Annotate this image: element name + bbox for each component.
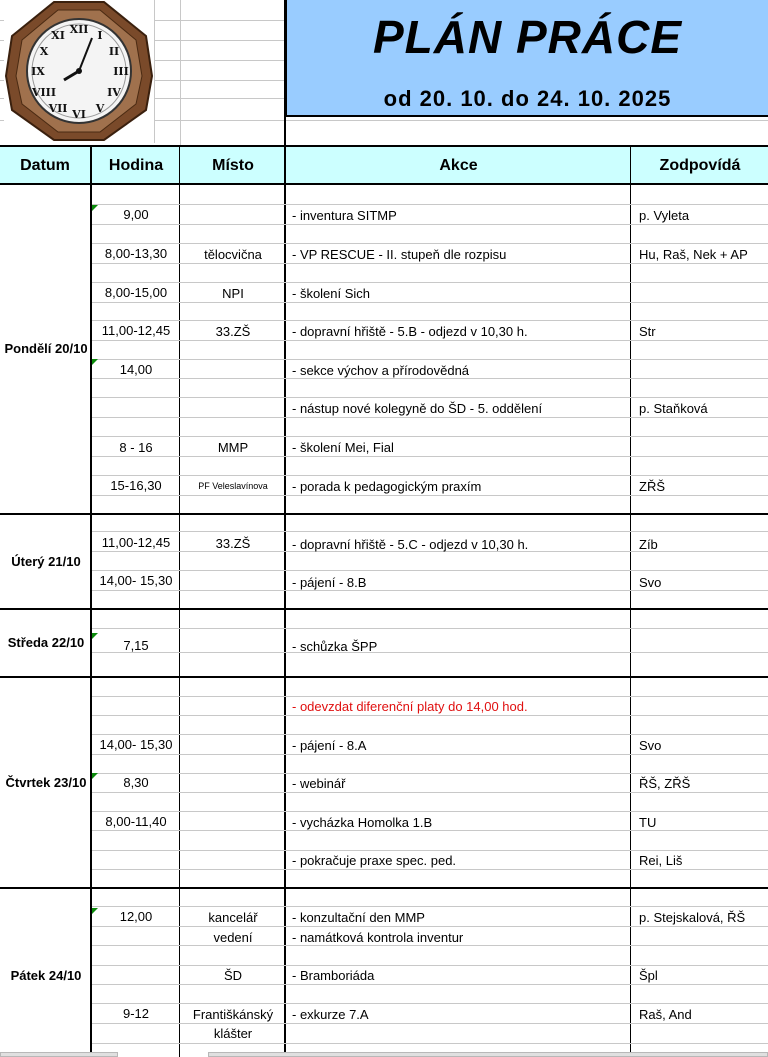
grid-line [92, 1003, 768, 1004]
grid-line [92, 811, 768, 812]
responsible-cell: ŘŠ, ZŘŠ [639, 776, 691, 791]
column-header-action: Akce [439, 157, 478, 174]
time-cell: 9-12 [122, 1006, 150, 1021]
horizontal-scrollbar[interactable] [208, 1052, 768, 1057]
grid-line [92, 926, 768, 927]
grid-line [92, 965, 768, 966]
place-cell: vedení [213, 930, 253, 945]
svg-text:IV: IV [107, 86, 121, 99]
grid-line [92, 570, 768, 571]
day-label-thursday: Čtvrtek 23/10 [5, 775, 87, 790]
grid-line [92, 1023, 768, 1024]
grid-line [92, 628, 768, 629]
svg-text:VII: VII [48, 102, 68, 115]
day-separator [0, 676, 768, 678]
table-header [0, 145, 768, 185]
grid-line [92, 652, 768, 653]
place-cell: MMP [217, 440, 249, 455]
column-border [284, 0, 286, 1057]
grid-line [92, 378, 768, 379]
action-cell: - nástup nové kolegyně do ŠD - 5. oddělení [292, 401, 543, 416]
svg-text:I: I [97, 29, 103, 42]
action-cell: - Bramboriáda [292, 968, 375, 983]
place-cell: PF Veleslavínova [198, 481, 268, 491]
column-header-hour: Hodina [108, 157, 164, 174]
time-cell: 8,00-15,00 [104, 285, 168, 300]
time-cell: 8,00-11,40 [105, 814, 167, 829]
grid-line [92, 754, 768, 755]
grid-line [92, 436, 768, 437]
grid-line [92, 224, 768, 225]
day-separator [0, 887, 768, 889]
day-label-tuesday: Úterý 21/10 [11, 554, 81, 569]
svg-text:V: V [95, 102, 105, 115]
grid-line [92, 302, 768, 303]
action-cell: - schůzka ŠPP [292, 639, 378, 654]
action-cell: - školení Mei, Fial [292, 440, 394, 455]
action-cell: - vycházka Homolka 1.B [292, 815, 433, 830]
wall-clock-icon [4, 0, 154, 143]
time-cell: 11,00-12,45 [101, 535, 171, 550]
action-cell: - školení Sich [292, 286, 371, 301]
svg-text:VI: VI [72, 108, 86, 121]
place-cell: kancelář [208, 910, 258, 925]
grid-line [92, 282, 768, 283]
place-cell: 33.ZŠ [215, 536, 251, 551]
action-cell: - pájení - 8.B [292, 575, 367, 590]
time-cell: 12,00 [119, 909, 153, 924]
grid-line [92, 869, 768, 870]
grid-line [92, 397, 768, 398]
clock-container [4, 0, 155, 143]
day-label-monday: Pondělí 20/10 [4, 341, 88, 356]
svg-text:III: III [113, 65, 129, 78]
action-cell: - inventura SITMP [292, 208, 397, 223]
place-cell: NPI [222, 286, 244, 301]
responsible-cell: Zíb [639, 537, 658, 552]
time-cell: 14,00- 15,30 [99, 737, 173, 752]
svg-text:II: II [108, 45, 120, 58]
responsible-cell: Svo [639, 738, 662, 753]
column-header-place: Místo [212, 157, 254, 174]
grid-line [92, 590, 768, 591]
time-cell: 8,00-13,30 [104, 246, 168, 261]
responsible-cell: Raš, And [639, 1007, 692, 1022]
responsible-cell: p. Vyleta [639, 208, 690, 223]
date-range: od 20. 10. do 24. 10. 2025 [383, 86, 672, 111]
grid-line [92, 204, 768, 205]
grid-line [92, 906, 768, 907]
time-cell: 14,00- 15,30 [99, 573, 173, 588]
svg-text:X: X [39, 45, 49, 58]
responsible-cell: Svo [639, 575, 662, 590]
responsible-cell: Špl [639, 968, 658, 983]
sheet-tab-scroller[interactable] [0, 1052, 118, 1057]
grid-line [92, 773, 768, 774]
action-cell: - pájení - 8.A [292, 738, 367, 753]
grid-line [92, 359, 768, 360]
place-cell: tělocvična [204, 247, 262, 262]
action-cell-highlighted: - odevzdat diferenční platy do 14,00 hod. [292, 699, 528, 714]
time-cell: 15-16,30 [110, 478, 162, 493]
responsible-cell: p. Staňková [639, 401, 708, 416]
time-cell: 7,15 [123, 638, 149, 653]
action-cell: - namátková kontrola inventur [292, 930, 464, 945]
grid-line [92, 320, 768, 321]
svg-text:IX: IX [31, 65, 45, 78]
time-cell: 11,00-12,45 [101, 323, 171, 338]
action-cell: - pokračuje praxe spec. ped. [292, 853, 457, 868]
grid-line [92, 850, 768, 851]
day-separator [0, 513, 768, 515]
grid-line [92, 531, 768, 532]
place-cell: Františkánský [192, 1007, 274, 1022]
svg-text:VIII: VIII [32, 86, 56, 99]
responsible-cell: Rei, Liš [639, 853, 683, 868]
grid-line [92, 1043, 768, 1044]
column-header-responsible: Zodpovídá [659, 157, 741, 174]
grid-line [92, 495, 768, 496]
grid-line [92, 263, 768, 264]
grid-line [92, 340, 768, 341]
day-label-friday: Pátek 24/10 [10, 968, 82, 983]
svg-text:XI: XI [51, 29, 65, 42]
responsible-cell: TU [639, 815, 657, 830]
action-cell: - exkurze 7.A [292, 1007, 369, 1022]
grid-line [92, 945, 768, 946]
title-box [285, 0, 768, 117]
place-cell: 33.ZŠ [215, 324, 251, 339]
grid-line [92, 417, 768, 418]
action-cell: - webinář [292, 776, 346, 791]
action-cell: - konzultační den MMP [292, 910, 425, 925]
responsible-cell: p. Stejskalová, ŘŠ [639, 910, 746, 925]
time-cell: 8,30 [123, 775, 149, 790]
grid-line [92, 243, 768, 244]
responsible-cell: Hu, Raš, Nek + AP [639, 247, 748, 262]
column-header-date: Datum [20, 157, 70, 174]
action-cell: - VP RESCUE - II. stupeň dle rozpisu [292, 247, 507, 262]
grid-line [92, 715, 768, 716]
grid-line [92, 696, 768, 697]
action-cell: - porada k pedagogickým praxím [292, 479, 482, 494]
place-cell: ŠD [223, 968, 243, 983]
grid-line [92, 792, 768, 793]
grid-line [92, 830, 768, 831]
action-cell: - sekce výchov a přírodovědná [292, 363, 470, 378]
place-cell: klášter [213, 1026, 253, 1041]
grid-line [92, 456, 768, 457]
page-title: PLÁN PRÁCE [372, 11, 683, 63]
time-cell: 14,00 [119, 362, 153, 377]
day-separator [0, 608, 768, 610]
action-cell: - dopravní hřiště - 5.C - odjezd v 10,30 h. [292, 537, 529, 552]
svg-text:XII: XII [69, 23, 89, 36]
time-cell: 8 - 16 [119, 440, 153, 455]
grid-line [92, 734, 768, 735]
day-label-wednesday: Středa 22/10 [7, 635, 85, 650]
responsible-cell: Str [639, 324, 656, 339]
responsible-cell: ZŘŠ [639, 479, 665, 494]
time-cell: 9,00 [123, 207, 149, 222]
grid-line [92, 475, 768, 476]
action-cell: - dopravní hřiště - 5.B - odjezd v 10,30 h. [292, 324, 528, 339]
grid-line [92, 984, 768, 985]
grid-line [180, 0, 181, 145]
